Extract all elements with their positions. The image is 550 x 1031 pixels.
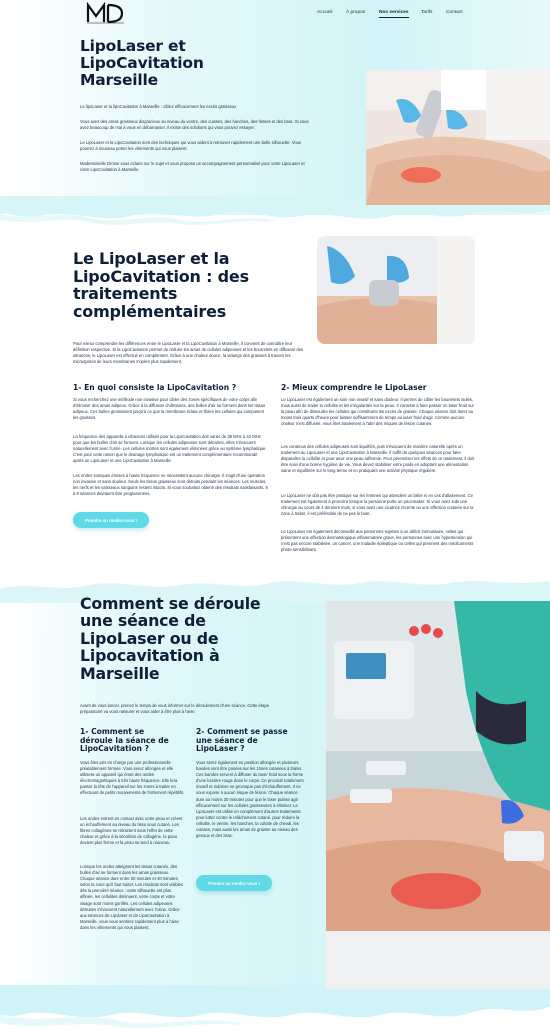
nav-nos-services[interactable]: Nos services	[379, 10, 409, 15]
nav-a-propos[interactable]: À propos	[346, 10, 366, 15]
hero-intro: Le lipoLaser et la lipoCavitation à Marseille : ciblez efficacement les excès graisseux	[80, 104, 237, 109]
complementary-section	[0, 230, 550, 575]
section3-intro: Avant de vous lancer, prenez le temps de vous informer sur le déroulement d'une séance. Cette étape préparatoire va vous rassurer et vous aider à être plus à l'aise.	[80, 703, 270, 715]
logo[interactable]	[86, 2, 126, 24]
hero-paragraph: Vous avez des amas graisseux disgracieux au niveau du ventre, des cuisses, des hanches, des fesses et des bras. Si vous avez beaucoup de mal à vous en débarrasser, il existe des solutions qui vous pouvez essayer.	[80, 119, 309, 131]
nav-contact[interactable]: Contact	[446, 10, 463, 15]
cavitation-session-paragraph: Les ondes entrent en contact avec votre peau et créent un échauffement au niveau du tissu sous cutané. Les fibres collagènes se rétractent sous l'effet de cette chaleur et grâce à la sécrétion de collagène, la peau devient plus ferme et la peau se tend à nouveau.	[80, 816, 183, 846]
hero-paragraph: Mademoiselle Droine vous éclaire sur le sujet et vous propose un accompagnement personnalisé pour votre LipoLaser et votre LipoCavitation à Marseille.	[80, 161, 305, 173]
section2-intro: Pour mieux comprendre les différences entre le LipoLaser et la LipoCavitation à Marseille, il convient de connaître leur définition respective. Si la LipoCavitation permet de réduire les amas de cellules adipeuses et les bourrelets en diffusant des ultrasons, le LipoLaser est effectué en complément. Grâce à une chaleur douce, la vidange des graisses à travers les microspores de leurs membranes s'opère plus rapidement.	[73, 341, 304, 365]
section3-photo	[326, 601, 550, 989]
lipocavitation-heading: 1- En quoi consiste la LipoCavitation ?	[73, 383, 237, 392]
lipolaser-paragraph: Le LipoLaser est également déconseillé aux personnes sujettes à un déficit immunitaire, celles qui présentent une affection dermatologique inflammatoire grave, les personnes avec une hypertension qui n'est pas encore stabilisée, un cancer, une maladie épileptique ou celles qui prennent des médicaments photo-sensibilisant.	[281, 529, 474, 553]
book-appointment-button[interactable]: Prendre un rendez-vous !	[196, 875, 272, 891]
hero-title: LipoLaser et LipoCavitation Marseille	[80, 37, 204, 90]
hero-section	[0, 0, 550, 230]
session-section	[0, 575, 550, 1031]
lipolaser-device-photo-icon	[326, 601, 550, 989]
lipolaser-heading: 2- Mieux comprendre le LipoLaser	[281, 383, 427, 392]
treatment-photo-icon	[366, 70, 550, 205]
section2-title: Le LipoLaser et la LipoCavitation : des traitements complémentaires	[73, 249, 249, 321]
cavitation-session-heading: 1- Comment se déroule la séance de LipoCavitation ?	[80, 727, 169, 754]
nav-tarifs[interactable]: Tarifs	[421, 10, 433, 15]
nav-accueil[interactable]: Accueil	[317, 10, 333, 15]
laser-session-heading: 2- Comment se passe une séance de LipoLaser ?	[196, 727, 288, 754]
hero-photo	[366, 70, 550, 205]
book-appointment-button[interactable]: Prendre un rendez-vous !	[73, 512, 149, 528]
cavitation-photo-icon	[317, 236, 475, 344]
hero-paragraph: Le LipoLaser et la LipoCavitation sont des techniques qui vous aident à retrouver rapidement une belle silhouette. Vous pourrez à nouveau porter les vêtements qui vous plaisent.	[80, 140, 302, 152]
lipocavitation-paragraph: Si vous recherchez une méthode non invasive pour cibler des zones spécifiques de votre corps afin d'éliminer des amas adipeux. Grâce à la diffusion d'ultrasons, des bulles d'air se forment dans les tissus adipeux. Ces bulles grossissent jusqu'à ce que la membrane éclate et libère les cellules qui composent les graisses.	[73, 397, 266, 421]
lipocavitation-paragraph: La fréquence des appareils à ultrasons utilisés pour la LipoCavitation doit varier de 38 MHz à 42 MHz pour que les bulles d'air se forment. Lorsque les cellules adipeuses sont détruites, elles s'évacuent naturellement avec l'urine. Les cellules mortes sont également éliminées grâce au système lymphatique. C'est pour cette raison que le drainage lymphatique est un traitement complémentaire recommandé après un LipoLaser et une LipoCavitation à Marseille.	[73, 434, 267, 464]
lipolaser-paragraph: Le LipoLaser ne doit pas être pratiqué sur les femmes qui attendent un bébé ni en cas d'allaitement. Ce traitement est également à proscrire lorsque la personne porte un pacemaker. Si vous avez subi une chirurgie au cours de 4 derniers mois, si vous avez une cicatrice récente ou une affection cutanée sur la zone à traiter, il est préférable de ne pas le faire.	[281, 493, 474, 517]
cavitation-session-paragraph: Lorsque les ondes atteignent les tissus cutanés, des bulles d'air se forment dans les amas graisseux. Chaque séance dure entre 30 minutes et 40 minutes, selon la zone qu'il faut traiter. Les résultats sont visibles dès la première séance : votre silhouette est plus affinée, les cellulites diminuent, votre corps et votre visage sont moins gonflés. Les cellules adipeuses détruites s'évacuent naturellement avec l'urine. Grâce aux séances de Lipolaser et de LipoCavitation à Marseille, vous vous sentirez rapidement plus à l'aise dans les vêtements qui vous plaisent.	[80, 864, 183, 930]
logo-mark-icon	[86, 2, 126, 24]
site-header	[0, 0, 550, 30]
cavitation-session-paragraph: Vous êtes pris en charge par une professionnelle préalablement formée. Vous serez allongée et elle utilisera un appareil qui émet des ondes électromagnétiques à très haute fréquence. Elle fera passer la tête de l'appareil sur les zones à traiter en effectuant de petits mouvements de frottement répétitifs.	[80, 760, 185, 796]
lipolaser-paragraph: Le LipoLaser est également un soin non invasif et sans douleur. Il permet de cibler les bourrelets isolés, mais aussi de traiter la cellulite et les irrégularités sur la peau. Il consiste à faire passer un laser froid sur la peau afin de dissoudre les cellules qui constituent les excès de graisse. Chaque séance doit durer au moins trois quarts d'heure pour laisser suffisamment de temps au laser froid d'agir. Comme aucune chaleur n'est diffusée, vous êtes totalement à l'abri des risques de lésion cutanée.	[281, 397, 474, 427]
section3-title: Comment se déroule une séance de LipoLaser ou de Lipocavitation à Marseille	[80, 594, 261, 683]
laser-session-paragraph: Vous serez également en position allongée et plusieurs bandes vont être posées sur les zones cutanées à traiter. Ces bandes servent à diffuser du laser froid sous la forme d'une lumière rouge dans le corps. Ce procédé totalement invasif et indolore ne provoque pas d'échauffement. Il ne vous expose à aucun risque de lésion. Chaque séance dure au moins 30 minutes pour que le laser puisse agir efficacement sur les cellules graisseuses à éliminer. Le LipoLaser est utilisé en complément d'autres traitements pour lutter contre le relâchement cutané, pour réduire la cellulite, le ventre, les hanches, la culotte de cheval, les cuisses, mais aussi les amas de graisse au niveau des genoux et des bras.	[196, 760, 304, 839]
lipocavitation-paragraph: Les ondes soniques émises à haute fréquence ne nécessitent aucune chirurgie. Il s'agit d'une opération non invasive et sans douleur. Seuls les tissus graisseux sont détruits pendant les séances. Les muscles, les nerfs et les vaisseaux sanguins restent intacts. Si vous souhaitez obtenir des résultats satisfaisants, 8 à 8 séances devraient être programmées.	[73, 473, 268, 497]
section2-photo	[317, 236, 475, 344]
lipolaser-paragraph: Les contenus des cellules adipeuses sont liquéfiés, puis s'évacuent de manière naturelle après un traitement au LipoLaser et une LipoCavitation à Marseille. Il suffit de quelques séances pour faire disparaître la cellulite et pour avoir une peau raffermie. Pour pérenniser les effets de ce traitement, il doit être suivi d'une bonne hygiène de vie. Vous devez stabiliser votre poids en adoptant une alimentation saine et équilibrée sur le long terme et en pratiquant une activité physique régulière.	[281, 444, 475, 474]
